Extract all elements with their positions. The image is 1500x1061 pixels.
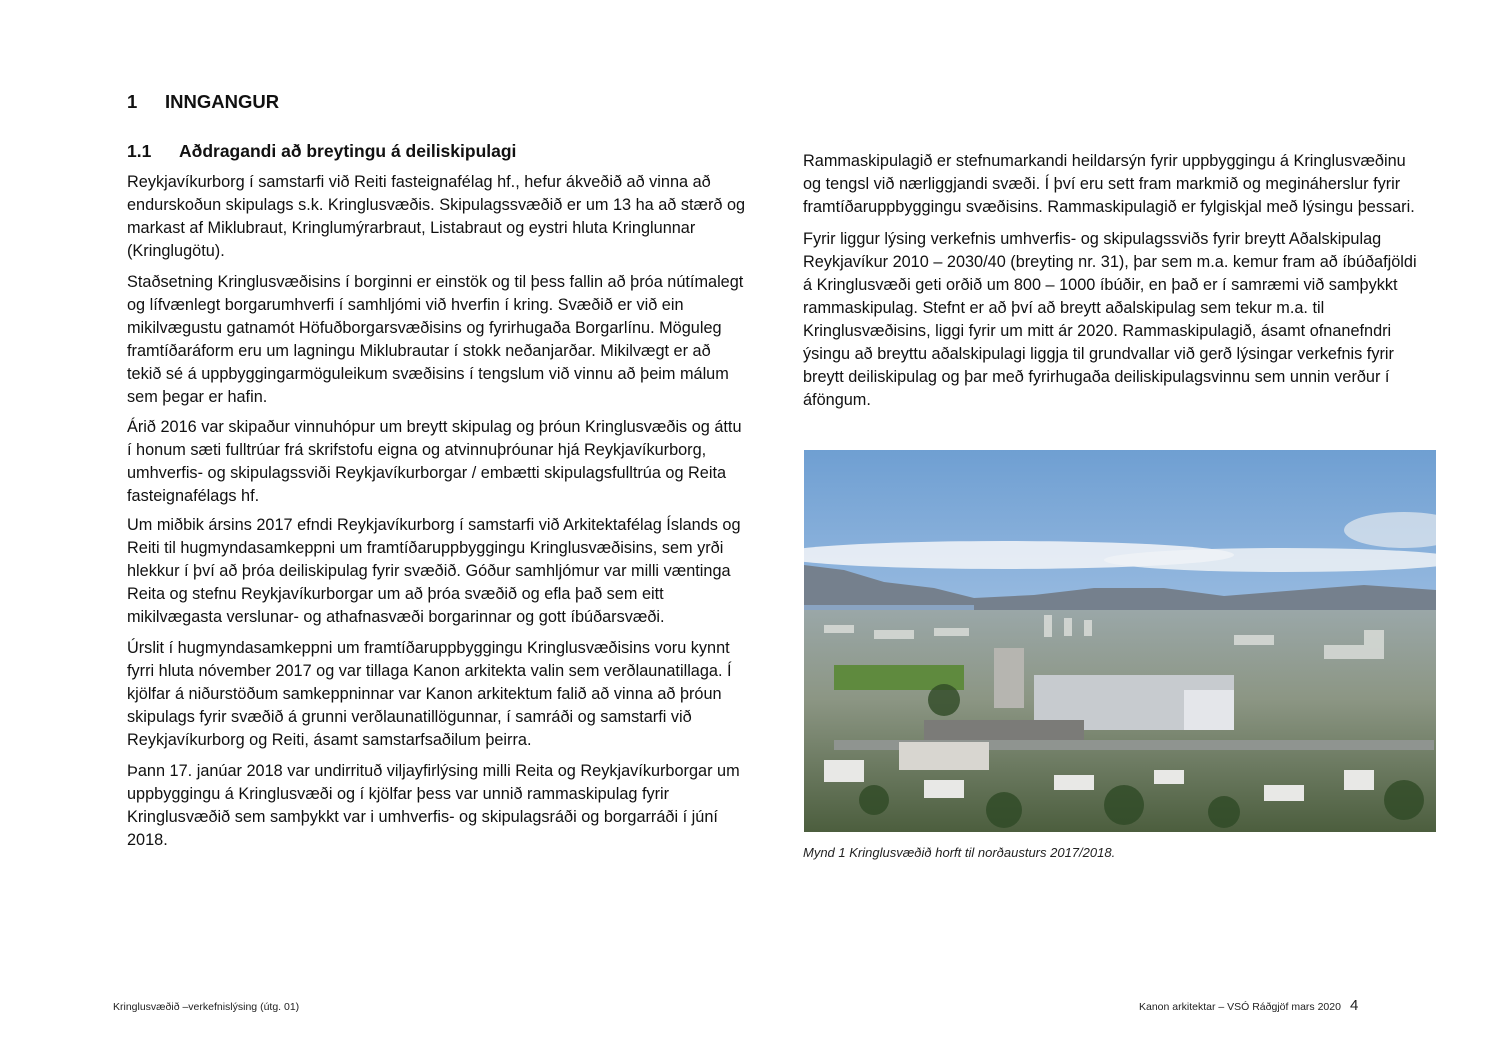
paragraph-line: framtíðaruppbyggingu svæðisins. Rammaskipulagið er fylgiskjal með lýsingu þessari. (803, 198, 1415, 216)
paragraph-line: fyrri hluta nóvember 2017 og var tillaga Kanon arkitekta valin sem verðlaunatillaga. Í (127, 662, 732, 680)
body-paragraph (127, 416, 742, 508)
figure-caption: Mynd 1 Kringlusvæðið horft til norðausturs 2017/2018. (803, 845, 1116, 860)
paragraph-line: fasteignafélags hf. (127, 487, 260, 505)
paragraph-line: áföngum. (803, 391, 871, 409)
paragraph-line: mikilvægustu gatnamót Höfuðborgarsvæðisins og fyrirhugaða Borgarlínu. Möguleg (127, 319, 722, 337)
paragraph-line: kjölfar á niðurstöðum samkeppninnar var Kanon arkitektum falið að vinna að þróun (127, 685, 722, 703)
paragraph-line: (Kringlugötu). (127, 242, 225, 260)
section-title: INNGANGUR (165, 91, 280, 112)
paragraph-line: skipulags fyrir svæðið á grunni verðlaunatillögunnar, í samráði og samstarfi við (127, 708, 692, 726)
paragraph-line: markast af Miklubraut, Kringlumýrarbraut, Listabraut og eystri hluta Kringlunnar (127, 219, 696, 237)
paragraph-line: Reiti til hugmyndasamkeppni um framtíðaruppbyggingu Kringlusvæðisins, sem yrði (127, 539, 724, 557)
paragraph-line: Rammaskipulagið er stefnumarkandi heildarsýn fyrir uppbyggingu á Kringlusvæðinu (803, 152, 1406, 170)
paragraph-line: og tengsl við nærliggjandi svæði. Í því eru sett fram markmið og megináherslur fyrir (803, 175, 1401, 193)
paragraph-line: tekið sé á uppbyggingarmöguleikum svæðisins í tengslum við vinnu að þeim málum (127, 365, 729, 383)
body-paragraph (127, 637, 732, 752)
footer-document-title: Kringlusvæðið –verkefnislýsing (útg. 01) (113, 1001, 300, 1013)
paragraph-line: uppbyggingu á Kringlusvæði og í kjölfar þess var unnið rammaskipulag fyrir (127, 785, 670, 803)
paragraph-line: Úrslit í hugmyndasamkeppni um framtíðaruppbyggingu Kringlusvæðisins voru kynnt (127, 639, 730, 657)
paragraph-line: breytt deiliskipulag og þar með fyrirhugaða deiliskipulagsvinnu sem unnin verður í (803, 368, 1390, 386)
paragraph-line: í honum sæti fulltrúar frá skrifstofu eigna og atvinnuþróunar hjá Reykjavíkurborg, (127, 441, 707, 459)
paragraph-line: umhverfis- og skipulagssviði Reykjavíkurborgar / embætti skipulagsfulltrúa og Reita (127, 464, 727, 482)
paragraph-line: Reykjavíkurborg í samstarfi við Reiti fasteignafélag hf., hefur ákveðið að vinna að (127, 173, 711, 191)
paragraph-line: Kringlusvæðið sem samþykkt var i umhverfis- og skipulagsráði og borgarráði í júní (127, 808, 718, 826)
paragraph-line: og lífvænlegt borgarumhverfi í samhljómi við hverfin í kring. Svæðið er við ein (127, 296, 684, 314)
footer-authors: Kanon arkitektar – VSÓ Ráðgjöf mars 2020 (1139, 1001, 1341, 1013)
paragraph-line: Fyrir liggur lýsing verkefnis umhverfis- og skipulagssviðs fyrir breytt Aðalskipulag (803, 230, 1382, 248)
paragraph-line: framtíðaráform eru um lagningu Miklubrautar í stokk neðanjarðar. Mikilvægt er að (127, 342, 711, 360)
body-paragraph (803, 228, 1417, 412)
subsection-heading (127, 141, 516, 162)
paragraph-line: Reykjavíkur 2010 – 2030/40 (breyting nr. 31), þar sem m.a. kemur fram að íbúðafjöldi (803, 253, 1417, 271)
body-paragraph (127, 760, 740, 852)
aerial-photo-kringlusvaedi (804, 450, 1436, 832)
paragraph-line: Reita og stefnu Reykjavíkurborgar um að þróa svæðið og efla það sem eitt (127, 585, 664, 603)
paragraph-line: 2018. (127, 831, 168, 849)
section-heading (127, 91, 279, 113)
paragraph-line: ýsingu að breyttu aðalskipulagi liggja til grundvallar við gerð lýsingar verkefnis fyrir (803, 345, 1394, 363)
paragraph-line: sem þegar er hafin. (127, 388, 268, 406)
paragraph-line: Kringlusvæðisins, liggi fyrir um mitt ár 2020. Rammaskipulagið, ásamt ofnanefndri (803, 322, 1392, 340)
subsection-number: 1.1 (127, 141, 152, 161)
paragraph-line: Þann 17. janúar 2018 var undirrituð viljayfirlýsing milli Reita og Reykjavíkurborgar um (127, 762, 740, 780)
paragraph-line: Árið 2016 var skipaður vinnuhópur um breytt skipulag og þróun Kringlusvæðis og áttu (127, 418, 742, 436)
section-number: 1 (127, 91, 138, 112)
body-paragraph (127, 271, 743, 409)
paragraph-line: hlekkur í því að þróa deiliskipulag fyrir svæðið. Góður samhljómur var milli væntinga (127, 562, 731, 580)
body-paragraph (127, 514, 741, 629)
page-number: 4 (1350, 997, 1359, 1014)
subsection-title: Aðdragandi að breytingu á deiliskipulagi (179, 141, 517, 161)
paragraph-line: Reykjavíkurborg og Reiti, ásamt samstarfsaðilum þeirra. (127, 731, 532, 749)
body-paragraph (127, 171, 745, 263)
paragraph-line: Staðsetning Kringlusvæðisins í borginni er einstök og til þess fallin að þróa nútímalegt (127, 273, 744, 291)
paragraph-line: rammaskipulag. Stefnt er að því að breytt aðalskipulag sem tekur m.a. til (803, 299, 1325, 317)
paragraph-line: Um miðbik ársins 2017 efndi Reykjavíkurborg í samstarfi við Arkitektafélag Íslands og (127, 516, 741, 534)
paragraph-line: á Kringlusvæði geti orðið um 800 – 1000 íbúðir, en það er í samræmi við samþykkt (803, 276, 1398, 294)
body-paragraph (803, 150, 1415, 219)
paragraph-line: endurskoðun skipulags s.k. Kringlusvæðis. Skipulagssvæðið er um 13 ha að stærð og (127, 196, 746, 214)
paragraph-line: mikilvægasta verslunar- og athafnasvæði borgarinnar og gott íbúðarsvæði. (127, 608, 665, 626)
